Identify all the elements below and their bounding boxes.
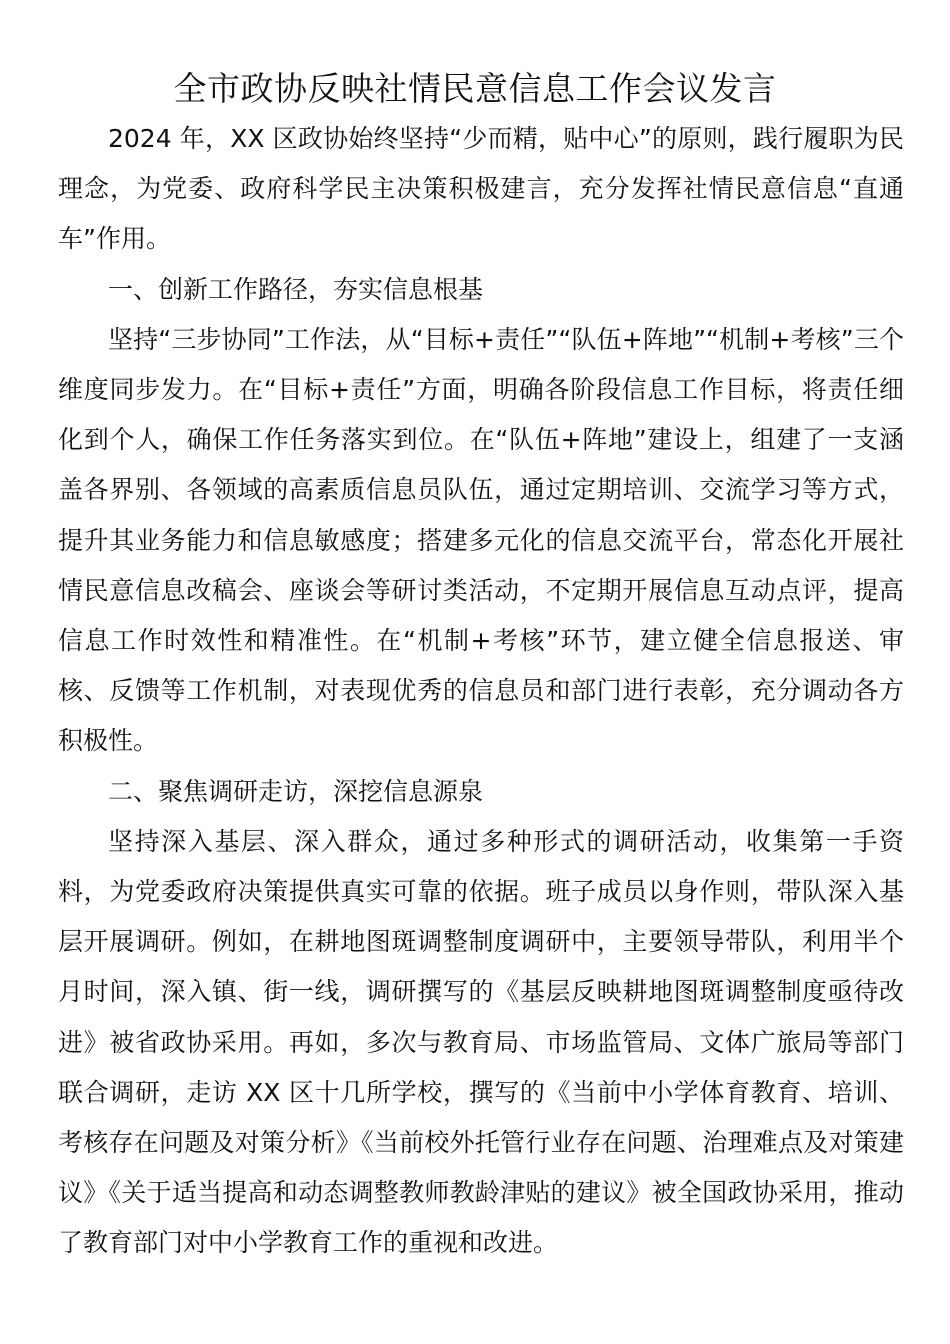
document-body (58, 114, 904, 1269)
intro-paragraph: 2024 年，XX 区政协始终坚持“少而精，贴中心”的原则，践行履职为民理念，为党委、政府科学民主决策积极建言，充分发挥社情民意信息“直通车”作用。 (58, 124, 904, 254)
section-heading-2: 二、聚焦调研走访，深挖信息源泉 (108, 776, 484, 806)
section-heading-1: 一、创新工作路径，夯实信息根基 (108, 274, 484, 304)
section-2-paragraph: 坚持深入基层、深入群众，通过多种形式的调研活动，收集第一手资料，为党委政府决策提供真实可靠的依据。班子成员以身作则，带队深入基层开展调研。例如，在耕地图斑调整制度调研中，主要领导带队，利用半个月时间，深入镇、街一线，调研撰写的《基层反映耕地图斑调整制度亟待改进》被省政协采用。再如，多次与教育局、市场监管局、文体广旅局等部门联合调研，走访 XX 区十几所学校，撰写的《当前中小学体育教育、培训、考核存在问题及对策分析》《当前校外托管行业存在问题、治理难点及对策建议》《关于适当提高和动态调整教师教龄津贴的建议》被全国政协采用，推动了教育部门对中小学教育工作的重视和改进。 (58, 826, 904, 1258)
section-1-paragraph: 坚持“三步协同”工作法，从“目标+责任”“队伍+阵地”“机制+考核”三个维度同步发力。在“目标+责任”方面，明确各阶段信息工作目标，将责任细化到个人，确保工作任务落实到位。在“队伍+阵地”建设上，组建了一支涵盖各界别、各领域的高素质信息员队伍，通过定期培训、交流学习等方式，提升其业务能力和信息敏感度；搭建多元化的信息交流平台，常态化开展社情民意信息改稿会、座谈会等研讨类活动，不定期开展信息互动点评，提高信息工作时效性和精准性。在“机制+考核”环节，建立健全信息报送、审核、反馈等工作机制，对表现优秀的信息员和部门进行表彰，充分调动各方积极性。 (58, 324, 904, 756)
document-title: 全市政协反映社情民意信息工作会议发言 (173, 69, 777, 108)
